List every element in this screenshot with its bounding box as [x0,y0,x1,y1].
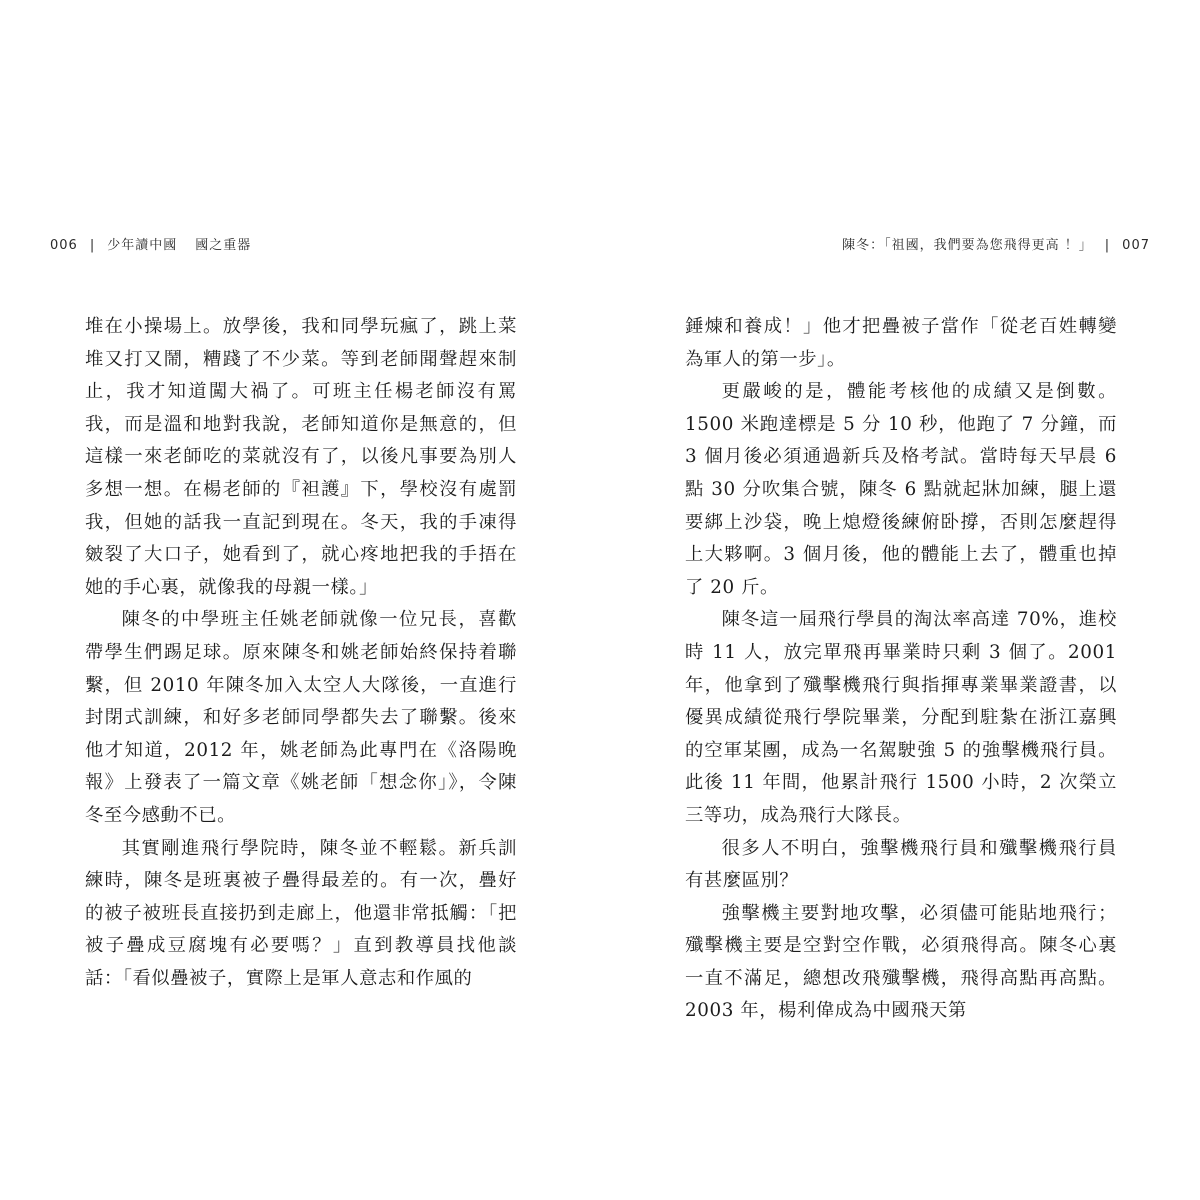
left-header-separator: | [89,238,96,253]
right-paragraph-2: 更嚴峻的是，體能考核他的成績又是倒數。1500 米跑達標是 5 分 10 秒，他跑了 7 分鐘，而 3 個月後必須通過新兵及格考試。當時每天早晨 6 點 30 分吹集合號，陳冬 6 點就起牀加練，腿上還要綁上沙袋，晚上熄燈後練俯卧撐，否則怎麼趕得上大夥啊。3 個月後，他的體能上去了，體重也掉了 20 斤。 [685,381,1117,598]
right-running-header [842,236,1150,256]
left-body-text [85,311,517,995]
right-page [600,0,1200,1200]
series-title: 少年讀中國 [107,238,178,253]
right-paragraph-5: 強擊機主要對地攻擊，必須儘可能貼地飛行；殲擊機主要是空對空作戰，必須飛得高。陳冬心裏一直不滿足，總想改飛殲擊機，飛得高點再高點。2003 年，楊利偉成為中國飛天第 [685,902,1117,1022]
right-paragraph-4: 很多人不明白，強擊機飛行員和殲擊機飛行員有甚麼區別？ [685,837,1117,892]
left-page-number: 006 [50,238,78,253]
right-paragraph-3: 陳冬這一屆飛行學員的淘汰率高達 70%，進校時 11 人，放完單飛再畢業時只剩 3 個了。2001 年，他拿到了殲擊機飛行與指揮專業畢業證書，以優異成績從飛行學院畢業，分配到駐紮在浙江嘉興的空軍某團，成為一名駕駛強 5 的強擊機飛行員。此後 11 年間，他累計飛行 1500 小時，2 次榮立三等功，成為飛行大隊長。 [685,609,1117,826]
chapter-title: 陳冬：「祖國，我們要為您飛得更高 ！」 [842,238,1093,253]
right-header-separator: | [1104,238,1111,253]
book-title: 國之重器 [195,238,252,253]
left-running-header [50,236,251,256]
left-paragraph-2: 陳冬的中學班主任姚老師就像一位兄長，喜歡帶學生們踢足球。原來陳冬和姚老師始終保持着聯繫，但 2010 年陳冬加入太空人大隊後，一直進行封閉式訓練，和好多老師同學都失去了聯繫。後來他才知道，2012 年，姚老師為此專門在《洛陽晚報》上發表了一篇文章《姚老師「想念你」》，令陳冬至今感動不已。 [85,609,517,826]
right-paragraph-1: 錘煉和養成！」他才把疊被子當作「從老百姓轉變為軍人的第一步」。 [685,316,1117,370]
right-page-number: 007 [1122,238,1150,253]
right-body-text [685,311,1117,1028]
left-paragraph-3: 其實剛進飛行學院時，陳冬並不輕鬆。新兵訓練時，陳冬是班裏被子疊得最差的。有一次，疊好的被子被班長直接扔到走廊上，他還非常抵觸：「把被子疊成豆腐塊有必要嗎？」直到教導員找他談話：「看似疊被子，實際上是軍人意志和作風的 [85,837,517,989]
left-paragraph-1: 堆在小操場上。放學後，我和同學玩瘋了，跳上菜堆又打又鬧，糟踐了不少菜。等到老師聞聲趕來制止，我才知道闖大禍了。可班主任楊老師沒有罵我，而是溫和地對我說，老師知道你是無意的，但這樣一來老師吃的菜就沒有了，以後凡事要為別人多想一想。在楊老師的『袒護』下，學校沒有處罰我，但她的話我一直記到現在。冬天，我的手凍得皴裂了大口子，她看到了，就心疼地把我的手捂在她的手心裏，就像我的母親一樣。」 [85,316,517,598]
